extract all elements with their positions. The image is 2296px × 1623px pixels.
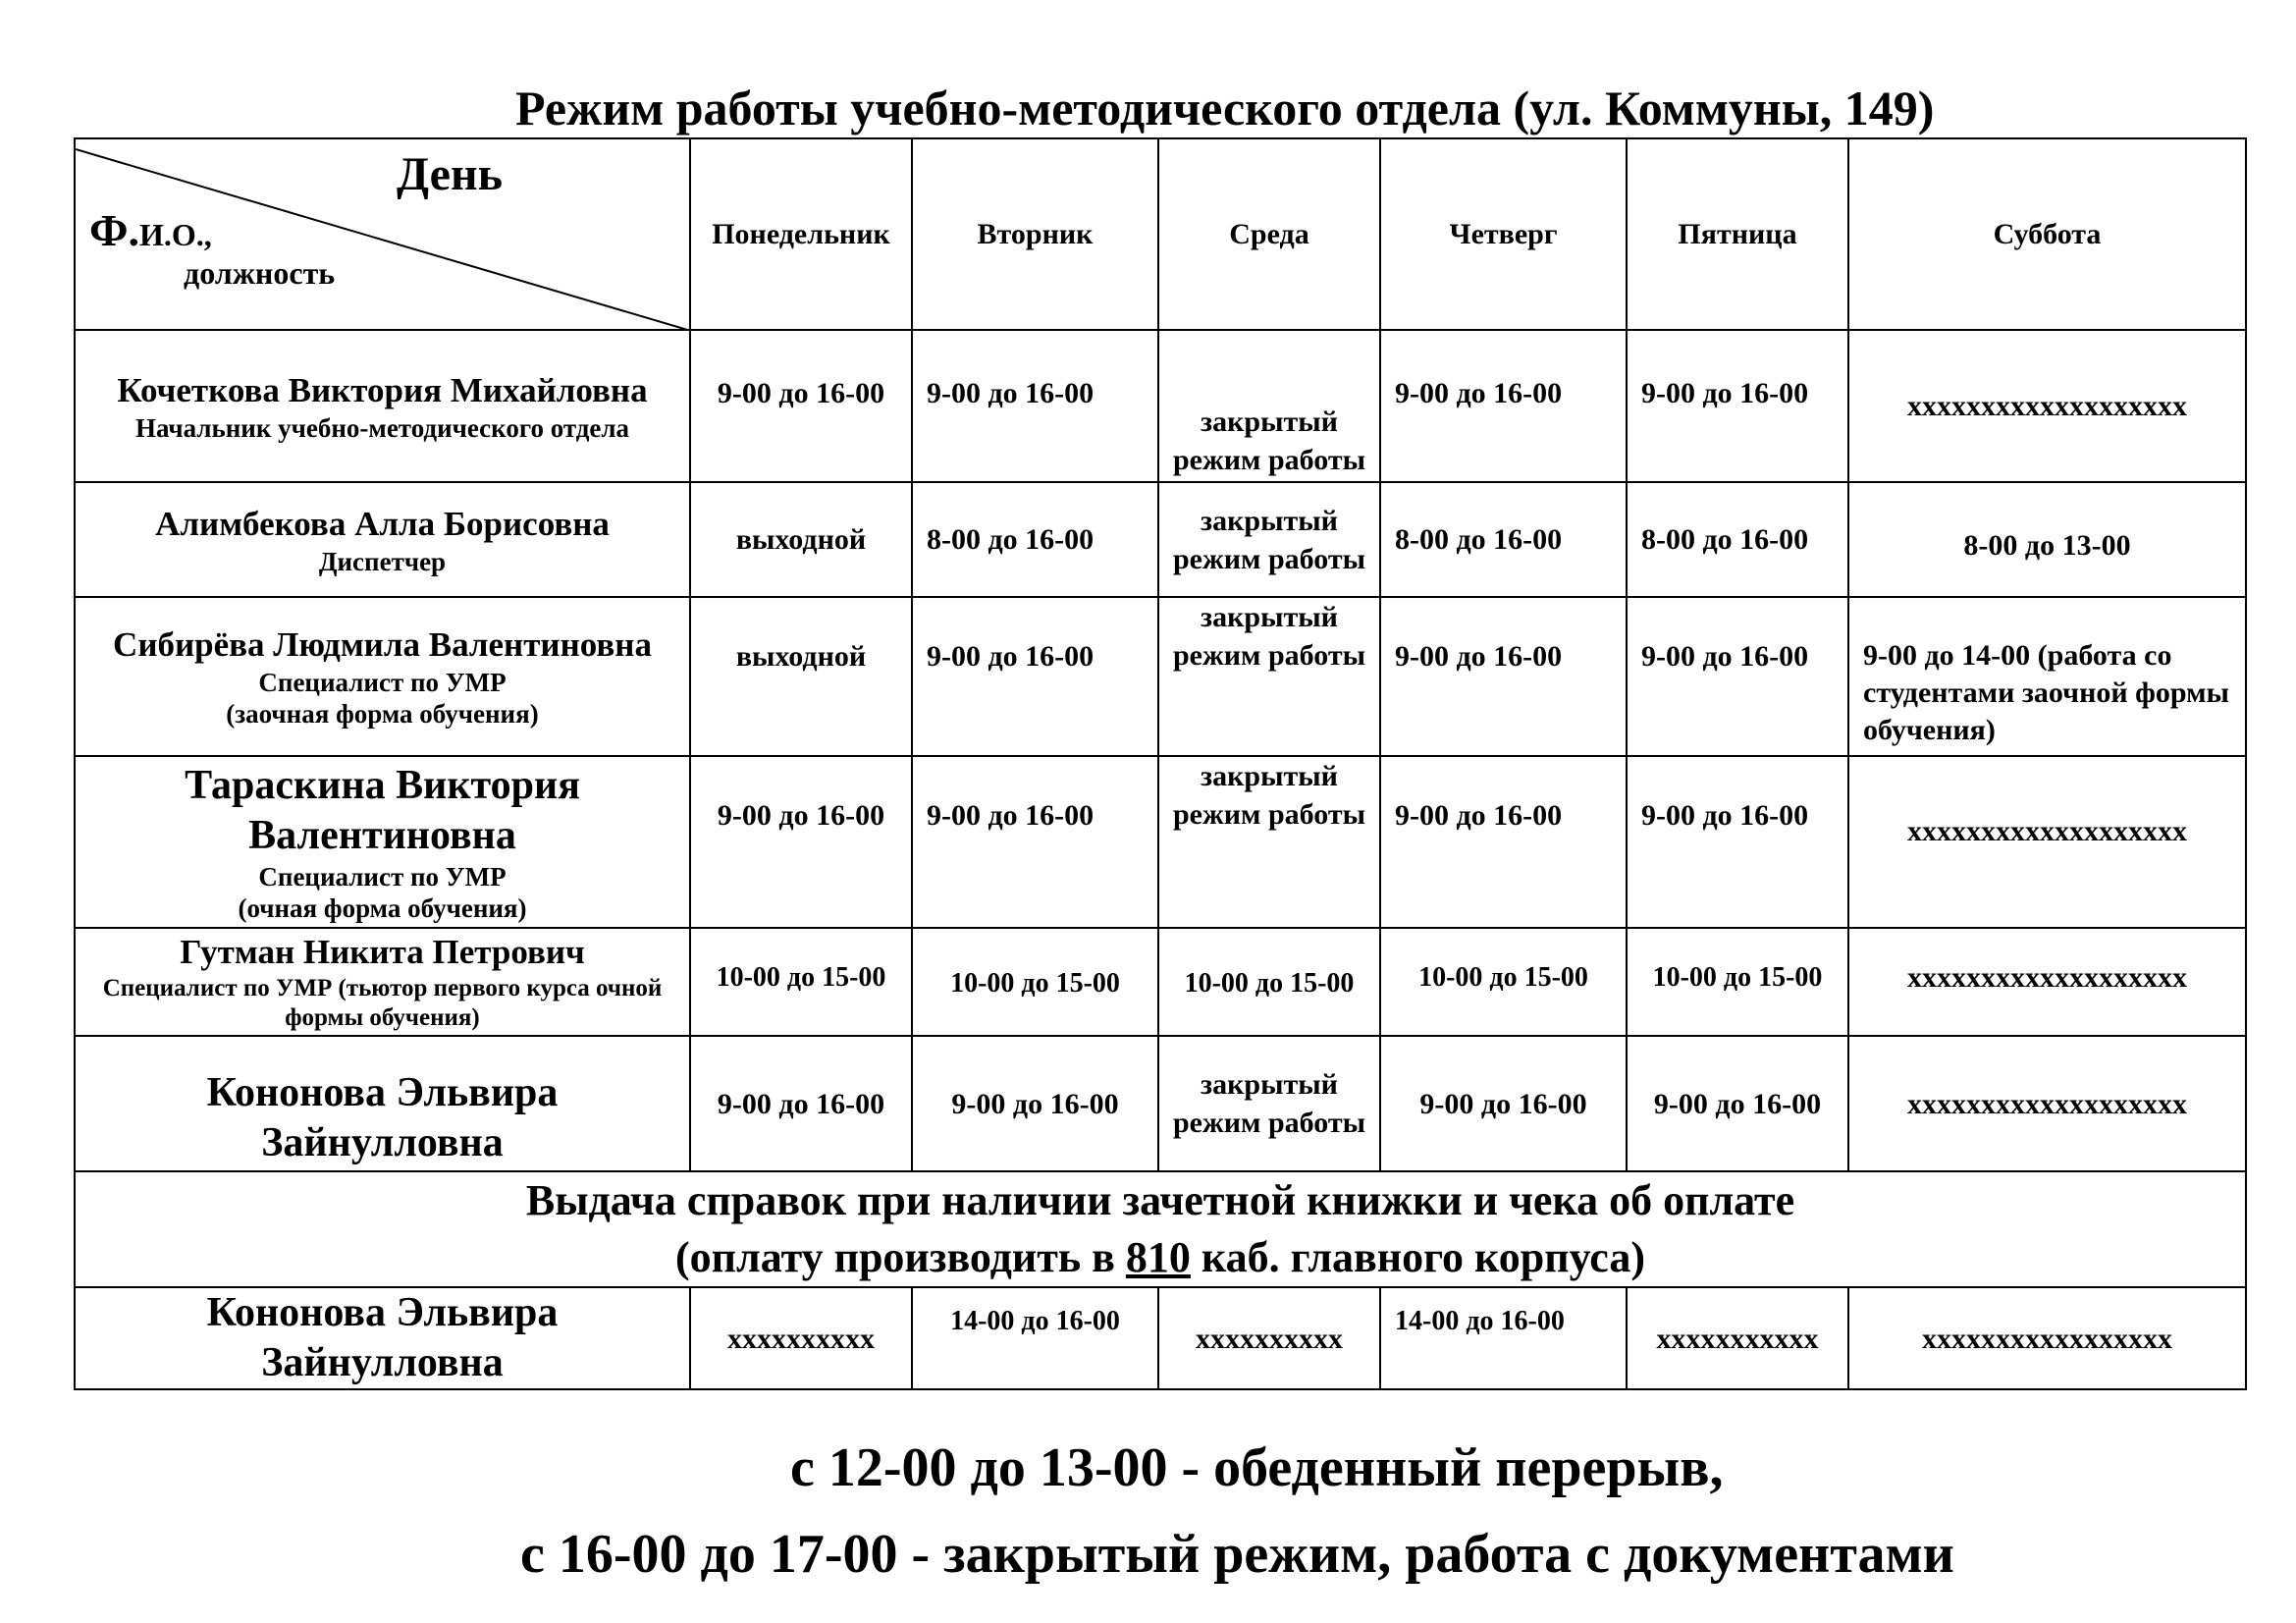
person-cell: [75, 597, 690, 756]
header-row: [75, 138, 2246, 330]
schedule-cell: 9-00 до 16-00: [690, 330, 912, 482]
person-name: Кононова Эльвира Зайнулловна: [206, 1070, 559, 1165]
notice-row: [75, 1171, 2246, 1287]
schedule-cell: 10-00 до 15-00: [912, 928, 1158, 1036]
corner-day-label: День: [397, 148, 503, 200]
schedule-cell: закрытый режим работы: [1158, 756, 1380, 928]
schedule-cell: 10-00 до 15-00: [690, 928, 912, 1036]
page-title: Режим работы учебно-методического отдела (ул. Коммуны, 149): [515, 81, 1935, 135]
corner-header-cell: [75, 138, 690, 330]
notice-cell: [75, 1171, 2246, 1287]
table-row: [75, 928, 2246, 1036]
person-cell: [75, 1287, 690, 1389]
person-cell: [75, 1036, 690, 1171]
schedule-cell: закрытый режим работы: [1158, 482, 1380, 597]
notice-line-1: Выдача справок при наличии зачетной книжки и чека об оплате: [525, 1176, 1795, 1224]
schedule-cell: выходной: [690, 482, 912, 597]
certificate-row: [75, 1287, 2246, 1389]
footer-lunch-break: с 12-00 до 13-00 - обеденный перерыв,: [790, 1437, 1724, 1498]
schedule-cell: xxxxxxxxxxxxxxxxxxx: [1848, 1036, 2246, 1171]
person-name: Тараскина Виктория Валентиновна: [185, 762, 580, 858]
table-row: [75, 482, 2246, 597]
schedule-cell: 9-00 до 16-00: [1380, 597, 1627, 756]
schedule-cell: 8-00 до 16-00: [912, 482, 1158, 597]
day-tuesday: Вторник: [912, 138, 1158, 330]
schedule-cell: 9-00 до 16-00: [690, 1036, 912, 1171]
schedule-cell: xxxxxxxxxx: [1158, 1287, 1380, 1389]
schedule-cell: xxxxxxxxxxxxxxxxxxx: [1848, 756, 2246, 928]
schedule-cell: 10-00 до 15-00: [1380, 928, 1627, 1036]
day-thursday: Четверг: [1380, 138, 1627, 330]
person-role: Диспетчер: [318, 546, 447, 576]
schedule-cell: 8-00 до 13-00: [1848, 482, 2246, 597]
schedule-cell: 9-00 до 16-00: [1627, 1036, 1848, 1171]
person-name: Кононова Эльвира Зайнулловна: [206, 1290, 559, 1385]
schedule-cell: закрытый режим работы: [1158, 1036, 1380, 1171]
person-name: Кочеткова Виктория Михайловна: [117, 370, 648, 409]
day-monday: Понедельник: [690, 138, 912, 330]
schedule-table: [74, 137, 2247, 1390]
schedule-cell: xxxxxxxxxxx: [1627, 1287, 1848, 1389]
schedule-cell: 9-00 до 16-00: [1627, 756, 1848, 928]
notice-line-2: (оплату производить в 810 каб. главного корпуса): [675, 1233, 1645, 1281]
day-wednesday: Среда: [1158, 138, 1380, 330]
schedule-cell: 10-00 до 15-00: [1627, 928, 1848, 1036]
schedule-cell: xxxxxxxxxx: [690, 1287, 912, 1389]
schedule-cell: выходной: [690, 597, 912, 756]
schedule-cell: 10-00 до 15-00: [1158, 928, 1380, 1036]
table-row: [75, 330, 2246, 482]
person-cell: [75, 928, 690, 1036]
corner-fio-label: Ф.И.О.,: [89, 205, 212, 255]
schedule-cell: 9-00 до 16-00: [1380, 330, 1627, 482]
table-row: [75, 756, 2246, 928]
person-role: Специалист по УМР (тьютор первого курса очной формы обучения): [102, 975, 663, 1031]
person-role-note: (заочная форма обучения): [226, 699, 539, 729]
schedule-cell: 9-00 до 16-00: [912, 330, 1158, 482]
day-friday: Пятница: [1627, 138, 1848, 330]
footer-closed-mode: с 16-00 до 17-00 - закрытый режим, работа с документами: [520, 1524, 1954, 1585]
person-name: Сибирёва Людмила Валентиновна: [113, 625, 652, 664]
person-role: Начальник учебно-методического отдела: [134, 412, 630, 443]
schedule-cell: 9-00 до 16-00: [912, 756, 1158, 928]
person-cell: [75, 482, 690, 597]
schedule-cell: закрытый режим работы: [1158, 597, 1380, 756]
person-name: Алимбекова Алла Борисовна: [155, 504, 610, 543]
person-cell: [75, 756, 690, 928]
table-row: [75, 1036, 2246, 1171]
schedule-cell: закрытый режим работы: [1158, 330, 1380, 482]
schedule-cell: 9-00 до 16-00: [1380, 756, 1627, 928]
schedule-cell: 8-00 до 16-00: [1627, 482, 1848, 597]
schedule-cell: xxxxxxxxxxxxxxxxxxx: [1848, 330, 2246, 482]
schedule-cell: 14-00 до 16-00: [912, 1287, 1158, 1389]
schedule-cell: 9-00 до 16-00: [912, 1036, 1158, 1171]
schedule-cell: 9-00 до 14-00 (работа со студентами заочной формы обучения): [1848, 597, 2246, 756]
person-role: Специалист по УМР: [258, 861, 507, 892]
schedule-cell: 9-00 до 16-00: [690, 756, 912, 928]
schedule-cell: xxxxxxxxxxxxxxxxxxx: [1848, 928, 2246, 1036]
person-role: Специалист по УМР: [258, 668, 507, 697]
table-row: [75, 597, 2246, 756]
schedule-cell: 9-00 до 16-00: [912, 597, 1158, 756]
day-saturday: Суббота: [1848, 138, 2246, 330]
schedule-cell: 14-00 до 16-00: [1380, 1287, 1627, 1389]
schedule-cell: 9-00 до 16-00: [1627, 330, 1848, 482]
corner-position-label: должность: [184, 255, 336, 291]
schedule-cell: 9-00 до 16-00: [1380, 1036, 1627, 1171]
person-role-note: (очная форма обучения): [238, 893, 527, 923]
schedule-cell: 9-00 до 16-00: [1627, 597, 1848, 756]
room-number: 810: [1125, 1233, 1191, 1281]
person-cell: [75, 330, 690, 482]
schedule-cell: 8-00 до 16-00: [1380, 482, 1627, 597]
person-name: Гутман Никита Петрович: [180, 933, 585, 971]
schedule-cell: xxxxxxxxxxxxxxxxx: [1848, 1287, 2246, 1389]
